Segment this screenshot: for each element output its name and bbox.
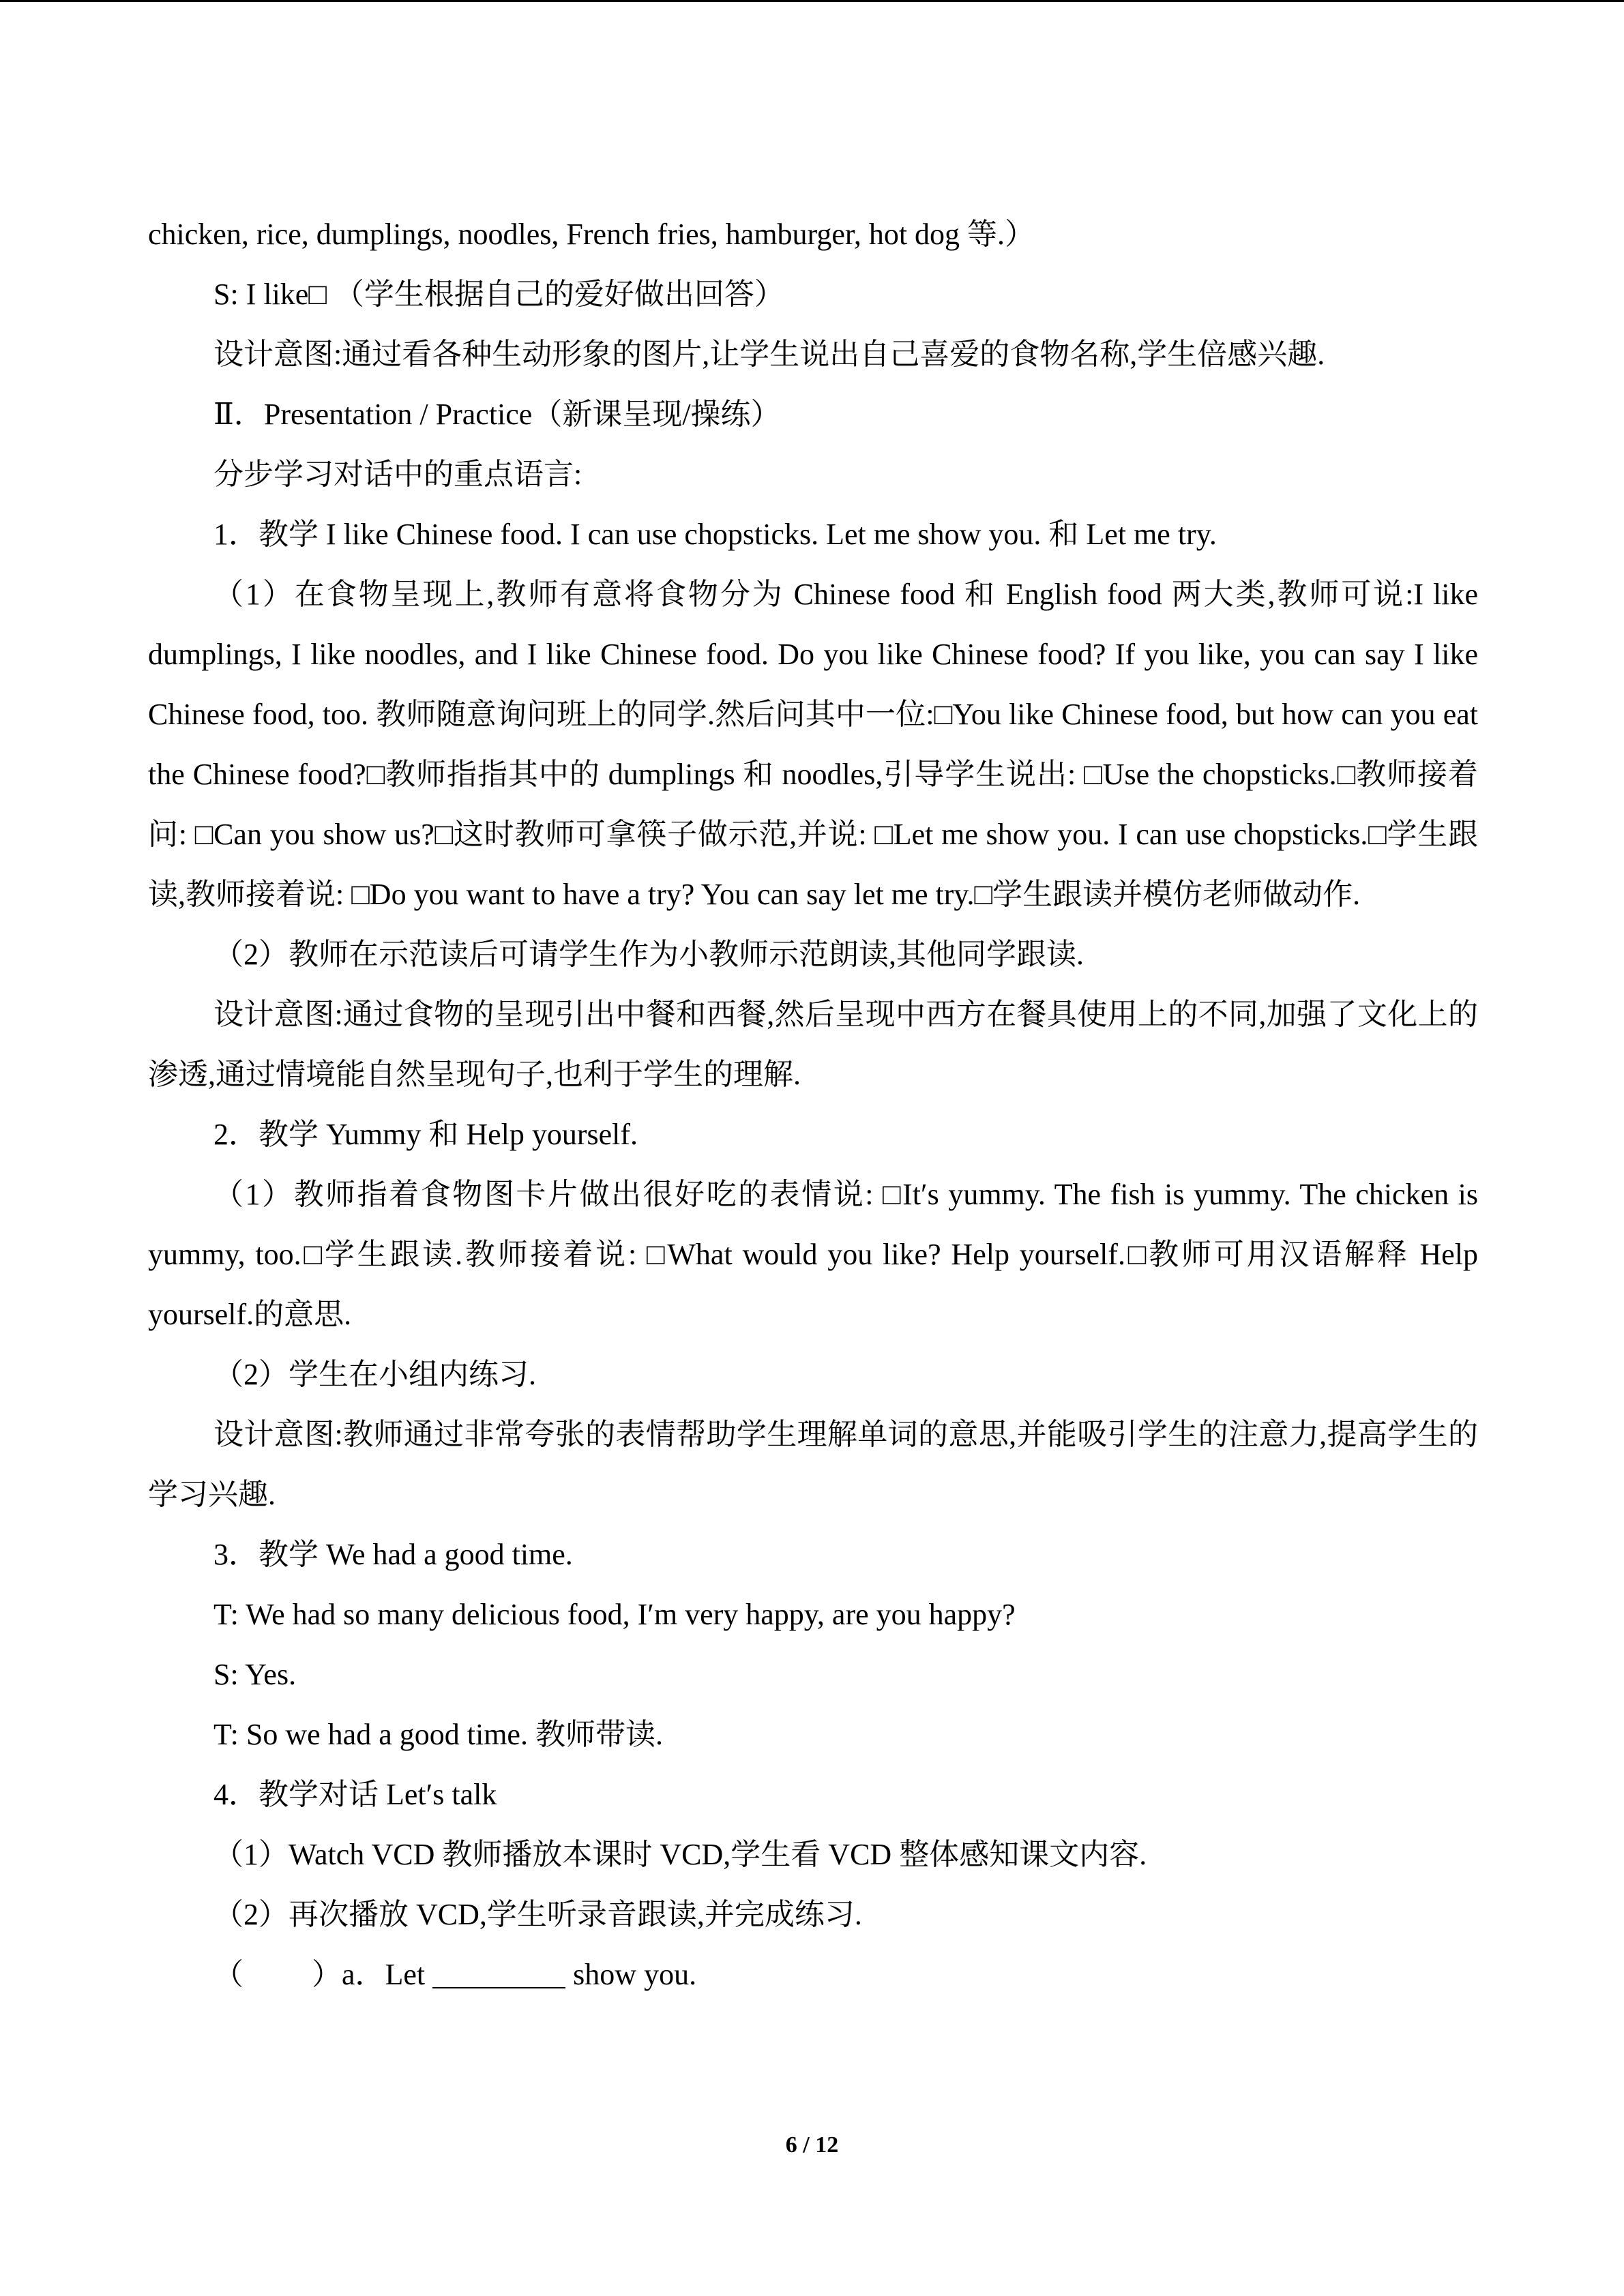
- paragraph: （1）在食物呈现上,教师有意将食物分为 Chinese food 和 English food 两大类,教师可说:I like dumplings, I like noodles, and I like Chinese food. Do you like Chinese food? If you like, you can say I like Chinese food, too. 教师随意询问班上的同学.然后问其中一位:□You like Chinese food, but how can you eat the Chinese food?□教师指指其中的 dumplings 和 noodles,引导学生说出: □Use the chopsticks.□教师接着问: □Can you show us?□这时教师可拿筷子做示范,并说: □Let me show you. I can use chopsticks.□学生跟读,教师接着说: □Do you want to have a try? You can say let me try.□学生跟读并模仿老师做动作.: [148, 578, 1478, 911]
- exercise-item: [148, 1945, 1478, 2005]
- dialogue-line: T: We had so many delicious food, I′m very happy, are you happy?: [213, 1598, 1016, 1631]
- text-line: （2）学生在小组内练习.: [213, 1358, 536, 1391]
- text-line: （1）Watch VCD 教师播放本课时 VCD,学生看 VCD 整体感知课文内容.: [213, 1838, 1147, 1871]
- step-heading: 4．教学对话 Let′s talk: [213, 1778, 497, 1811]
- paragraph: （1）教师指着食物图卡片做出很好吃的表情说: □It′s yummy. The fish is yummy. The chicken is yummy, too.□学生跟读.教师接着说: □What would you like? Help yourself.□教师可用汉语解释 Help yourself.的意思.: [148, 1178, 1478, 1331]
- section-heading: Ⅱ．Presentation / Practice（新课呈现/操练）: [213, 398, 781, 431]
- design-intent: 设计意图:通过看各种生动形象的图片,让学生说出自己喜爱的食物名称,学生倍感兴趣.: [213, 338, 1325, 371]
- text-line: 分步学习对话中的重点语言:: [213, 458, 582, 491]
- top-border: [0, 0, 1624, 2]
- fill-in-blank: [432, 1957, 565, 1988]
- exercise-suffix: show you.: [573, 1958, 697, 1991]
- design-intent: 设计意图:通过食物的呈现引出中餐和西餐,然后呈现中西方在餐具使用上的不同,加强了文化上的渗透,通过情境能自然呈现句子,也利于学生的理解.: [148, 998, 1478, 1091]
- text-line: （2）教师在示范读后可请学生作为小教师示范朗读,其他同学跟读.: [213, 938, 1084, 971]
- text-line: （2）再次播放 VCD,学生听录音跟读,并完成练习.: [213, 1898, 862, 1931]
- page-body: [148, 205, 1478, 2005]
- dialogue-line: T: So we had a good time. 教师带读.: [213, 1718, 663, 1751]
- dialogue-line: S: Yes.: [213, 1658, 297, 1691]
- step-heading: 1．教学 I like Chinese food. I can use chopsticks. Let me show you. 和 Let me try.: [213, 518, 1217, 551]
- step-heading: 3．教学 We had a good time.: [213, 1538, 573, 1571]
- text-line: S: I like□ （学生根据自己的爱好做出回答）: [213, 278, 784, 311]
- exercise-prompt: ）a．Let: [312, 1958, 426, 1991]
- text-line: chicken, rice, dumplings, noodles, French fries, hamburger, hot dog 等.）: [148, 218, 1035, 251]
- exercise-paren-open: （: [213, 1958, 243, 1991]
- step-heading: 2．教学 Yummy 和 Help yourself.: [213, 1118, 638, 1151]
- design-intent: 设计意图:教师通过非常夸张的表情帮助学生理解单词的意思,并能吸引学生的注意力,提高学生的学习兴趣.: [148, 1418, 1478, 1511]
- page-number: 6 / 12: [785, 2132, 839, 2158]
